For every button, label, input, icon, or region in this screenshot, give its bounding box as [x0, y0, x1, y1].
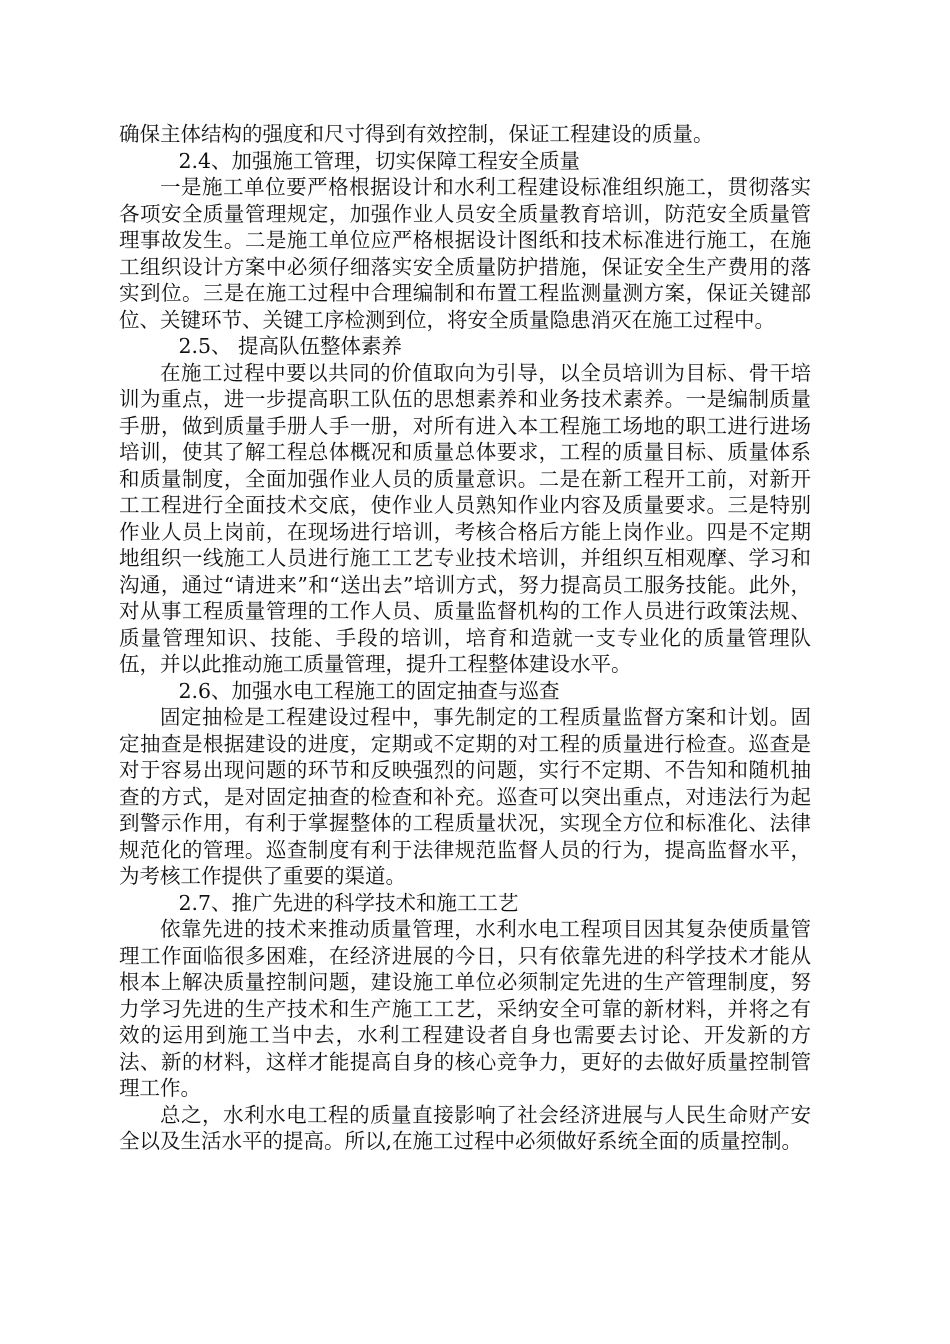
section-heading-2-7: 2.7、推广先进的科学技术和施工工艺	[178, 890, 519, 915]
section-heading-2-5: 2.5、 提高队伍整体素养	[178, 334, 403, 358]
paragraph-2-7-body: 依靠先进的技术来推动质量管理，水利水电工程项目因其复杂使质量管理工作面临很多困难，在经济进展的今日，只有依靠先进的科学技术才能从根本上解决质量控制问题，建设施工单位必须制定先进的生产管理制度，努力学习先进的生产技术和生产施工工艺，采纳安全可靠的新材料，并将之有效的运用到施工当中去，水利工程建设者自身也需要去讨论、开发新的方法、新的材料，这样才能提高自身的核心竞争力，更好的去做好质量控制管理工作。	[119, 917, 811, 1100]
paragraph-continuation: 确保主体结构的强度和尺寸得到有效控制，保证工程建设的质量。	[119, 122, 714, 146]
paragraph-2-5-body: 在施工过程中要以共同的价值取向为引导，以全员培训为目标、骨干培训为重点，进一步提高职工队伍的思想素养和业务技术素养。一是编制质量手册，做到质量手册人手一册，对所有进入本工程施工场地的职工进行进场培训，使其了解工程总体概况和质量总体要求，工程的质量目标、质量体系和质量制度，全面加强作业人员的质量意识。二是在新工程开工前，对新开工工程进行全面技术交底，使作业人员熟知作业内容及质量要求。三是特别作业人员上岗前，在现场进行培训，考核合格后方能上岗作业。四是不定期地组织一线施工人员进行施工工艺专业技术培训，并组织互相观摩、学习和沟通，通过“请进来”和“送出去”培训方式，努力提高员工服务技能。此外，对从事工程质量管理的工作人员、质量监督机构的工作人员进行政策法规、质量管理知识、技能、手段的培训，培育和造就一支专业化的质量管理队伍，并以此推动施工质量管理，提升工程整体建设水平。	[119, 360, 811, 676]
section-heading-2-4: 2.4、加强施工管理，切实保障工程安全质量	[178, 148, 581, 173]
document-page	[119, 121, 811, 1155]
paragraph-2-6-body: 固定抽检是工程建设过程中，事先制定的工程质量监督方案和计划。固定抽查是根据建设的进度，定期或不定期的对工程的质量进行检查。巡查是对于容易出现问题的环节和反映强烈的问题，实行不定期、不告知和随机抽查的方式，是对固定抽查的检查和补充。巡查可以突出重点，对违法行为起到警示作用，有利于掌握整体的工程质量状况，实现全方位和标准化、法律规范化的管理。巡查制度有利于法律规范监督人员的行为，提高监督水平，为考核工作提供了重要的渠道。	[119, 705, 811, 888]
paragraph-conclusion: 总之，水利水电工程的质量直接影响了社会经济进展与人民生命财产安全以及生活水平的提高。所以,在施工过程中必须做好系统全面的质量控制。	[119, 1102, 811, 1153]
section-heading-2-6: 2.6、加强水电工程施工的固定抽查与巡查	[178, 678, 560, 703]
paragraph-2-4-body: 一是施工单位要严格根据设计和水利工程建设标准组织施工，贯彻落实各项安全质量管理规定，加强作业人员安全质量教育培训，防范安全质量管理事故发生。二是施工单位应严格根据设计图纸和技术标准进行施工，在施工组织设计方案中必须仔细落实安全质量防护措施，保证安全生产费用的落实到位。三是在施工过程中合理编制和布置工程监测量测方案，保证关键部位、关键环节、关键工序检测到位，将安全质量隐患消灭在施工过程中。	[119, 175, 811, 332]
